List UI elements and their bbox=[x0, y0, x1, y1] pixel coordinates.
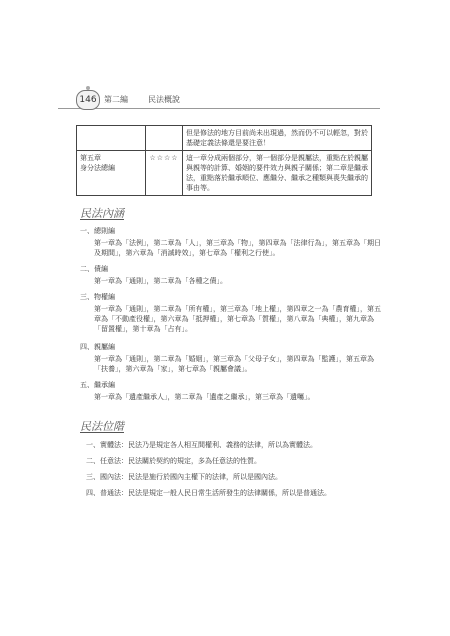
nature-item: 二、任意法：民法關於契約的規定，多為任意法的性質。 bbox=[86, 457, 261, 465]
chapter-number: 第五章 bbox=[80, 154, 101, 162]
section-heading-structure: 民法內涵 bbox=[80, 207, 124, 220]
header-part: 第二編 bbox=[104, 95, 128, 104]
page-number: 146 bbox=[76, 90, 100, 110]
category-text: 第一章為「法例」，第二章為「人」，第三章為「物」，第四章為「法律行為」，第五章為「期日及期間」，第六章為「消滅時效」，第七章為「權利之行使」。 bbox=[94, 239, 381, 257]
table-cell-empty bbox=[146, 126, 183, 151]
category-text: 第一章為「通則」，第二章為「各種之債」。 bbox=[94, 277, 227, 285]
table-cell-empty bbox=[77, 126, 146, 151]
chapter-name: 身分法總編 bbox=[80, 164, 115, 172]
nature-item: 三、國內法：民法是施行於國內主權下的法律，所以是國內法。 bbox=[86, 473, 282, 481]
header-rule bbox=[58, 108, 380, 109]
category-label: 二、債編 bbox=[80, 265, 108, 273]
header-title: 民法概說 bbox=[148, 95, 180, 104]
table-cell-text: 但是修法的地方目前尚未出現過，然而仍不可以輕忽，對於基礎定義法條還是要注意！ bbox=[183, 126, 372, 151]
category-text: 第一章為「遺產繼承人」，第二章為「遺產之繼承」，第三章為「遺囑」。 bbox=[94, 393, 315, 401]
nature-item: 四、普通法：民法是規定一般人民日常生活所發生的法律關係，所以是普通法。 bbox=[86, 489, 331, 497]
importance-stars: ☆☆☆☆ bbox=[146, 151, 183, 196]
category-label: 四、親屬編 bbox=[80, 343, 115, 351]
category-text: 第一章為「通則」，第二章為「婚姻」，第三章為「父母子女」，第四章為「監護」，第五章為「扶養」，第六章為「家」，第七章為「親屬會議」。 bbox=[94, 355, 374, 373]
table-row bbox=[77, 151, 372, 196]
section-heading-nature: 民法位階 bbox=[80, 420, 124, 433]
category-text: 第一章為「通則」，第二章為「所有權」，第三章為「地上權」，第四章之一為「農育權」，第五章為「不動產役權」，第六章為「抵押權」，第七章為「質權」，第八章為「典權」，第九章為「留置權」，第十章為「占有」。 bbox=[94, 305, 381, 333]
category-label: 三、物權編 bbox=[80, 293, 115, 301]
page-header bbox=[0, 88, 450, 112]
nature-item: 一、實體法：民法乃是規定各人相互間權利、義務的法律，所以為實體法。 bbox=[86, 441, 317, 449]
table-cell-chapter bbox=[77, 151, 146, 196]
category-label: 五、繼承編 bbox=[80, 381, 115, 389]
table-cell-text: 這一章分成兩個部分，第一個部分是親屬法，重點在於親屬與親等的計算、婚姻的要件效力與親子關係；第二章是繼承法，重點落於繼承順位、應繼分、繼承之種類與喪失繼承的事由等。 bbox=[183, 151, 372, 196]
chapter-table bbox=[76, 125, 372, 196]
table-row bbox=[77, 126, 372, 151]
category-label: 一、總則編 bbox=[80, 227, 115, 235]
